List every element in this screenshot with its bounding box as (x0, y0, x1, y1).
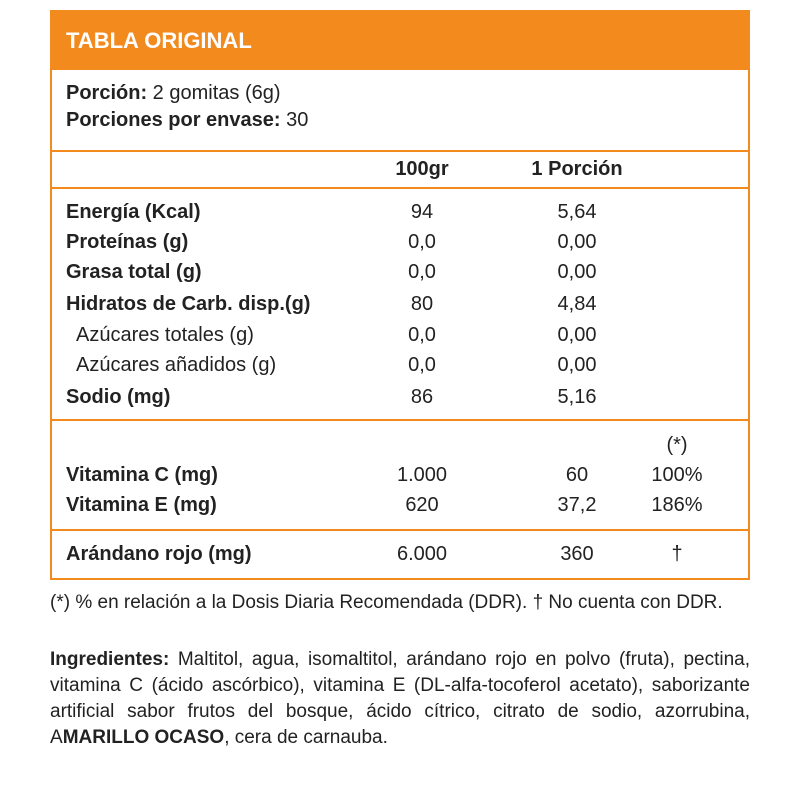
nutrient-sodium-100: 86 (410, 386, 434, 408)
divider (52, 150, 748, 152)
nutrient-protein-100: 0,0 (408, 231, 436, 253)
serving-size-label: Porción: (66, 82, 148, 104)
vitamin-c-ddr: 100% (651, 464, 703, 486)
table-title: TABLA ORIGINAL (52, 12, 748, 70)
vitamin-c-portion: 60 (565, 464, 589, 486)
ingredients-label: Ingredientes: (50, 649, 170, 670)
nutrient-total-sugars-portion: 0,00 (557, 324, 597, 346)
nutrient-energy: Energía (Kcal) (66, 201, 201, 223)
nutrient-carbs-portion: 4,84 (557, 293, 597, 315)
nutrient-carbs-100: 80 (410, 293, 434, 315)
nutrient-fat-portion: 0,00 (557, 261, 597, 283)
nutrient-sodium-portion: 5,16 (557, 386, 597, 408)
vitamin-c-100: 1.000 (396, 464, 448, 486)
ingredients-text (50, 647, 750, 751)
servings-per-container-label: Porciones por envase: (66, 109, 281, 131)
vitamin-e: Vitamina E (mg) (66, 494, 217, 516)
serving-size (66, 80, 281, 106)
ingredients-tail: , cera de carnauba. (224, 727, 388, 748)
col-header-portion: 1 Porción (531, 158, 623, 180)
col-header-100gr: 100gr (395, 158, 449, 180)
ingredients-list: Maltitol, agua, isomaltitol, arándano rojo en polvo (fruta), pectina, vitamina C (ácido ascórbico), vitamina E (DL-alfa-tocoferol acetato), saborizante artificial sabor frutos del bosque, ácido cítrico, citrato de sodio, azorrubina, A (50, 649, 750, 748)
vitamin-e-portion: 37,2 (557, 494, 597, 516)
ddr-header: (*) (666, 434, 688, 456)
nutrient-energy-100: 94 (410, 201, 434, 223)
cranberry: Arándano rojo (mg) (66, 543, 252, 565)
nutrient-added-sugars-100: 0,0 (408, 354, 436, 376)
divider (52, 529, 748, 531)
servings-per-container-value: 30 (280, 109, 309, 131)
nutrient-fat-100: 0,0 (408, 261, 436, 283)
cranberry-portion: 360 (560, 543, 594, 565)
serving-size-value: 2 gomitas (6g) (147, 82, 281, 104)
ingredients-highlight: MARILLO OCASO (62, 727, 225, 748)
nutrient-added-sugars-portion: 0,00 (557, 354, 597, 376)
nutrient-total-sugars-100: 0,0 (408, 324, 436, 346)
nutrient-protein: Proteínas (g) (66, 231, 189, 253)
cranberry-100: 6.000 (396, 543, 448, 565)
vitamin-c: Vitamina C (mg) (66, 464, 218, 486)
servings-per-container (66, 107, 308, 133)
nutrient-sodium: Sodio (mg) (66, 386, 171, 408)
nutrient-total-sugars: Azúcares totales (g) (76, 324, 254, 346)
cranberry-ddr: † (671, 543, 683, 565)
nutrient-fat: Grasa total (g) (66, 261, 202, 283)
divider (52, 419, 748, 421)
vitamin-e-ddr: 186% (651, 494, 703, 516)
nutrient-carbs: Hidratos de Carb. disp.(g) (66, 293, 311, 315)
vitamin-e-100: 620 (405, 494, 439, 516)
divider (52, 187, 748, 189)
nutrient-energy-portion: 5,64 (557, 201, 597, 223)
nutrient-added-sugars: Azúcares añadidos (g) (76, 354, 277, 376)
nutrient-protein-portion: 0,00 (557, 231, 597, 253)
nutrition-table (50, 10, 750, 580)
ddr-footnote: (*) % en relación a la Dosis Diaria Recomendada (DDR). † No cuenta con DDR. (50, 592, 723, 613)
